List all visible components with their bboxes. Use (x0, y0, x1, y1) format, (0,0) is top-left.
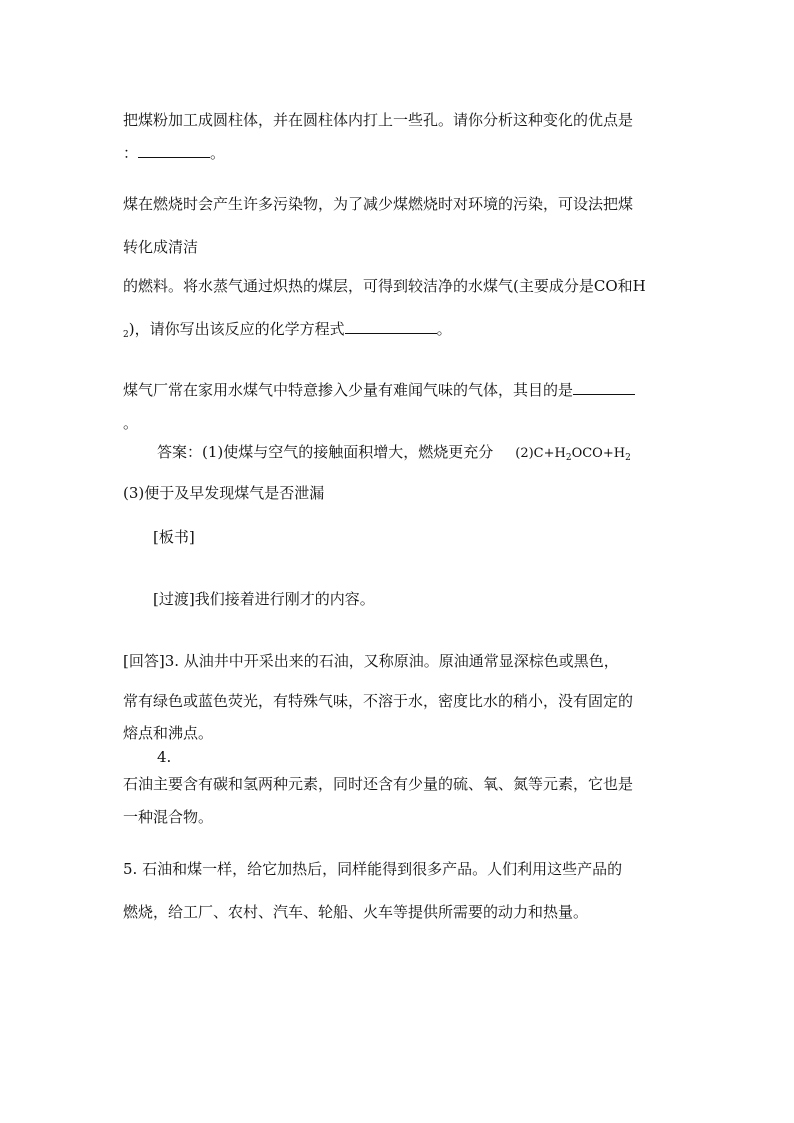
question-1-colon: ： (123, 144, 139, 162)
board-label: [板书] (153, 528, 195, 546)
question-3-line-2: 。 (123, 414, 139, 432)
answer-blank-1 (138, 143, 210, 158)
item-4-line-2: 一种混合物。 (123, 808, 214, 826)
question-3-line-1 (123, 380, 635, 400)
question-2-line-3: 的燃料。将水蒸气通过炽热的煤层，可得到较洁净的水煤气(主要成分是CO和H (123, 277, 646, 295)
answer-blank-2 (345, 319, 437, 334)
answer-line-2: (3)便于及早发现煤气是否泄漏 (123, 484, 325, 502)
subscript-2: 2 (123, 330, 129, 340)
item-5-line-2: 燃烧，给工厂、农村、汽车、轮船、火车等提供所需要的动力和热量。 (123, 903, 589, 921)
item-4-number: 4. (157, 748, 172, 766)
transition-line: [过渡]我们接着进行刚才的内容。 (153, 590, 375, 608)
reply-line-2: 常有绿色或蓝色荧光，有特殊气味，不溶于水，密度比水的稍小，没有固定的 (123, 692, 634, 710)
question-1-line-2 (123, 143, 225, 163)
question-2-line-1: 煤在燃烧时会产生许多污染物，为了减少煤燃烧时对环境的污染，可设法把煤 (123, 195, 634, 213)
question-1-end: 。 (210, 144, 226, 162)
question-1-line-1: 把煤粉加工成圆柱体，并在圆柱体内打上一些孔。请你分析这种变化的优点是 (123, 111, 634, 129)
answer-equation: $(2)C+H_2OCO+H_2$ (515, 446, 631, 463)
answer-text: 答案：(1)使煤与空气的接触面积增大，燃烧更充分 (157, 443, 494, 461)
question-2-line-2: 转化成清洁 (123, 238, 199, 256)
question-2-prompt: )，请你写出该反应的化学方程式 (128, 320, 345, 338)
item-5-line-1: 5. 石油和煤一样，给它加热后，同样能得到很多产品。人们利用这些产品的 (123, 860, 623, 878)
answer-blank-3 (573, 380, 635, 395)
question-2-line-4 (123, 319, 452, 339)
question-3-prompt: 煤气厂常在家用水煤气中特意掺入少量有难闻气味的气体，其目的是 (123, 381, 574, 399)
item-4-line-1: 石油主要含有碳和氢两种元素，同时还含有少量的硫、氧、氮等元素，它也是 (123, 775, 634, 793)
reply-line-1: [回答]3. 从油井中开采出来的石油，又称原油。原油通常显深棕色或黑色， (123, 652, 619, 670)
reply-line-3: 熔点和沸点。 (123, 724, 214, 742)
question-2-end: 。 (436, 320, 452, 338)
answer-line-1 (157, 442, 631, 464)
